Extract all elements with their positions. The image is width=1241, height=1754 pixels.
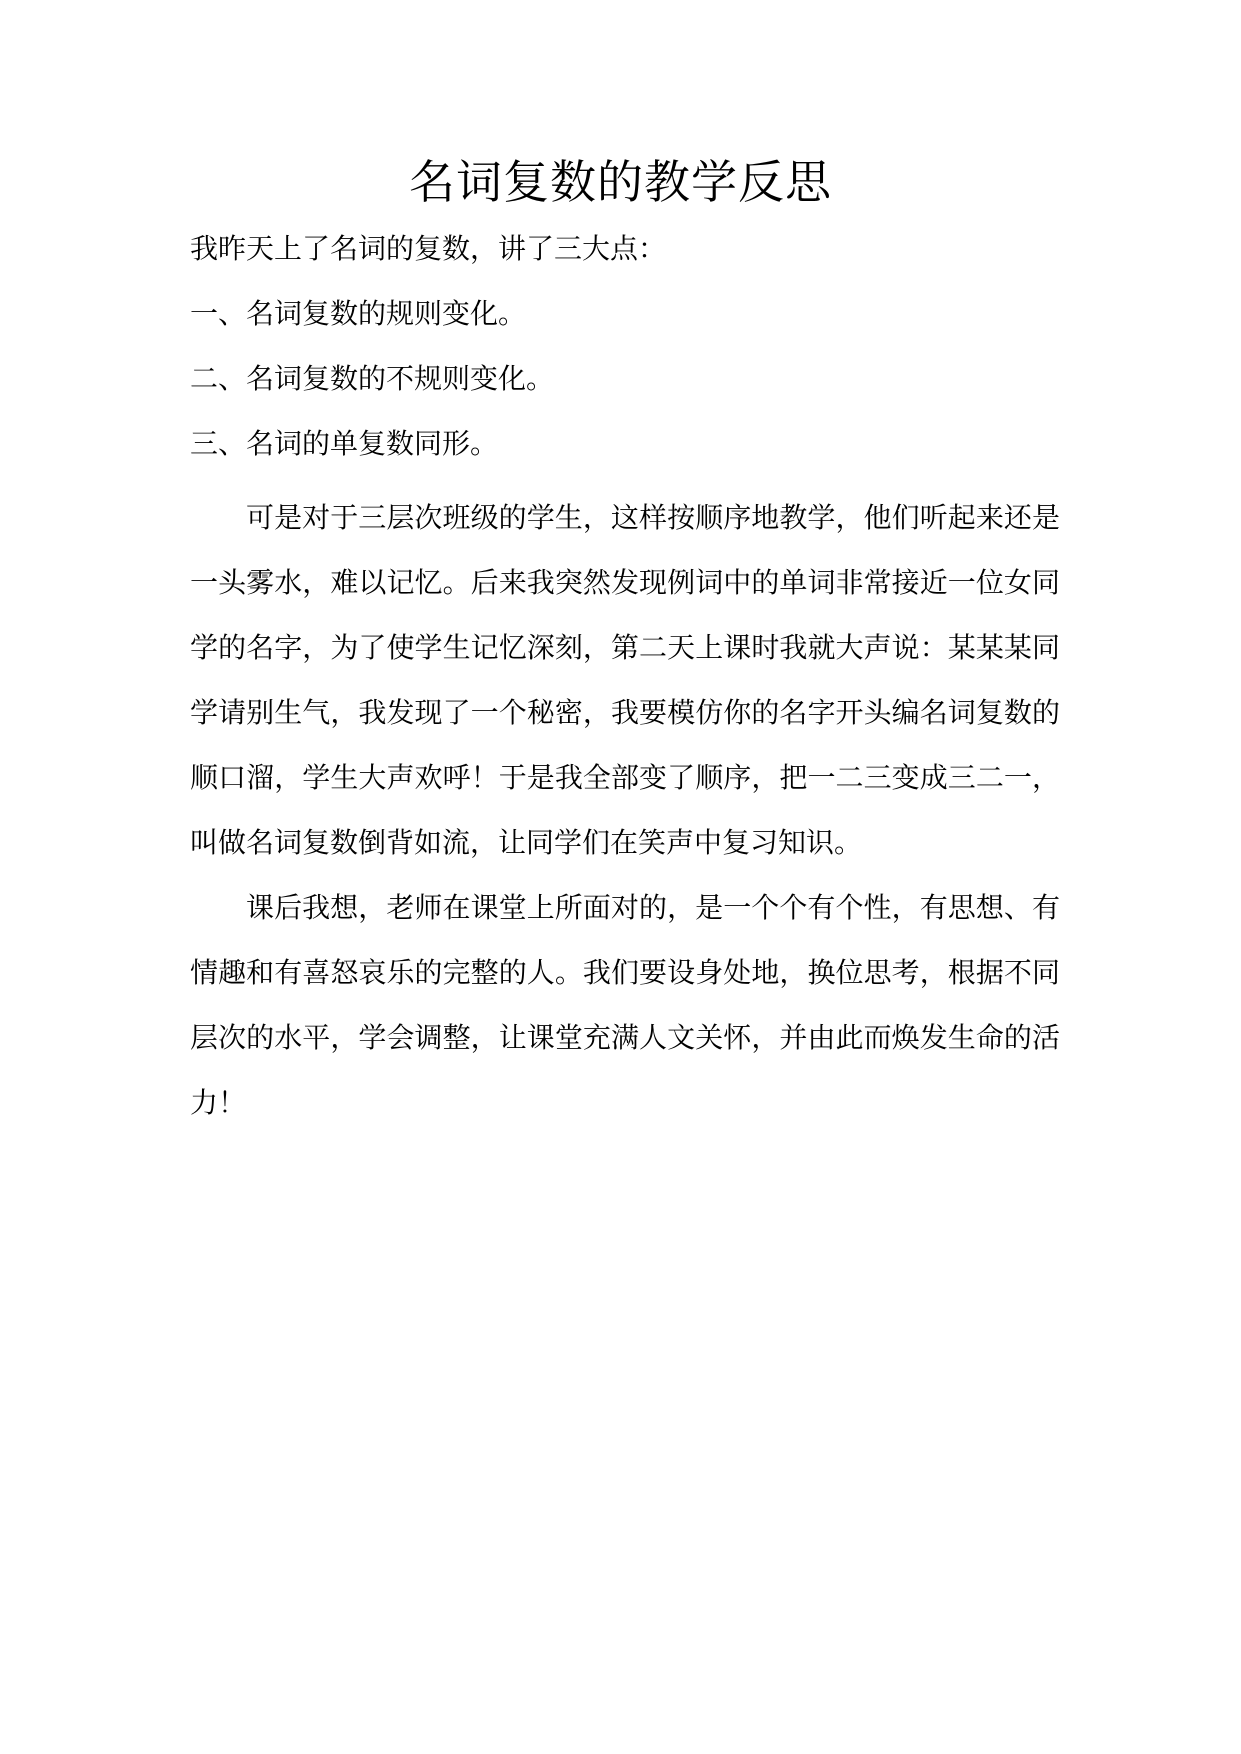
point-item: 三、名词的单复数同形。 <box>190 427 499 460</box>
point-item: 二、名词复数的不规则变化。 <box>190 362 555 395</box>
body-paragraph: 可是对于三层次班级的学生，这样按顺序地教学，他们听起来还是一头雾水，难以记忆。后来我突然发现例词中的单词非常接近一位女同学的名字，为了使学生记忆深刻，第二天上课时我就大声说：某某某同学请别生气，我发现了一个秘密，我要模仿你的名字开头编名词复数的顺口溜，学生大声欢呼！于是我全部变了顺序，把一二三变成三二一，叫做名词复数倒背如流，让同学们在笑声中复习知识。 <box>190 501 1060 859</box>
document-title: 名词复数的教学反思 <box>409 155 832 209</box>
body-paragraph: 课后我想，老师在课堂上所面对的，是一个个有个性，有思想、有情趣和有喜怒哀乐的完整的人。我们要设身处地，换位思考，根据不同层次的水平，学会调整，让课堂充满人文关怀，并由此而焕发生命的活力！ <box>190 891 1060 1119</box>
intro-line: 我昨天上了名词的复数，讲了三大点： <box>190 232 667 265</box>
point-item: 一、名词复数的规则变化。 <box>190 297 527 330</box>
document-body <box>190 225 1060 1135</box>
